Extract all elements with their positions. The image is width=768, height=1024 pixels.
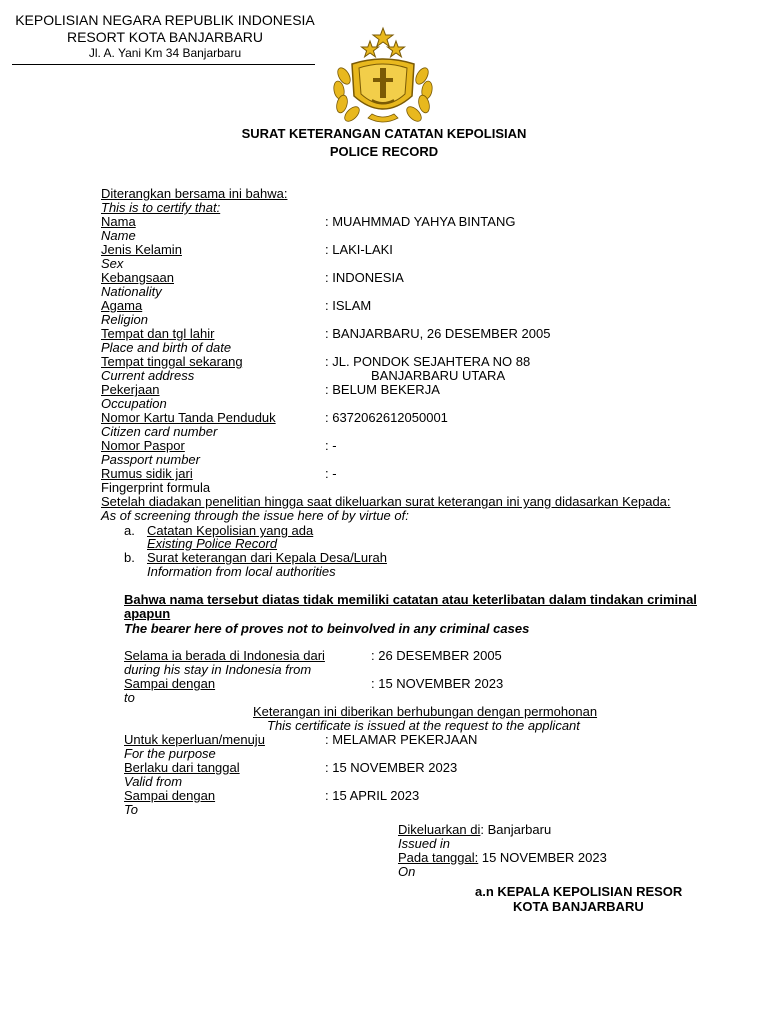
field-birth-label: Tempat dan tgl lahir xyxy=(101,326,215,341)
screening-item-a-en: Existing Police Record xyxy=(147,536,278,551)
document-subtitle: POLICE RECORD xyxy=(329,144,439,159)
field-sex-label: Jenis Kelamin xyxy=(101,242,182,257)
field-nationality-label: Kebangsaan xyxy=(101,270,175,285)
header-divider xyxy=(12,64,315,65)
intro-id: Diterangkan bersama ini bahwa: xyxy=(101,186,288,201)
field-id-card-value: : 6372062612050001 xyxy=(325,410,448,425)
field-birth-value: : BANJARBARU, 26 DESEMBER 2005 xyxy=(325,326,551,341)
field-address-value: : JL. PONDOK SEJAHTERA NO 88 xyxy=(325,354,531,369)
issued-place xyxy=(398,823,551,837)
field-sex-label-en: Sex xyxy=(101,256,124,271)
field-occupation-value: : BELUM BEKERJA xyxy=(325,382,440,397)
field-id-card-label: Nomor Kartu Tanda Penduduk xyxy=(101,410,276,425)
valid-from-label: Berlaku dari tanggal xyxy=(124,760,240,775)
request-id: Keterangan ini diberikan berhubungan dengan permohonan xyxy=(253,704,598,719)
field-name-value: : MUAHMMAD YAHYA BINTANG xyxy=(325,214,516,229)
valid-to-label-en: To xyxy=(124,802,138,817)
field-passport-label-en: Passport number xyxy=(101,452,200,467)
valid-to-value: : 15 APRIL 2023 xyxy=(325,788,420,803)
signature-line2: KOTA BANJARBARU xyxy=(513,899,644,914)
field-address-label-en: Current address xyxy=(101,368,195,383)
field-occupation-label: Pekerjaan xyxy=(101,382,160,397)
purpose-value: : MELAMAR PEKERJAAN xyxy=(325,732,478,747)
field-name-label-en: Name xyxy=(101,228,136,243)
field-nationality-label-en: Nationality xyxy=(101,284,162,299)
issued-date xyxy=(398,851,607,865)
screening-item-a-id: Catatan Kepolisian yang ada xyxy=(147,523,314,538)
field-fingerprint-label: Rumus sidik jari xyxy=(101,466,193,481)
request-en: This certificate is issued at the request to the applicant xyxy=(267,718,580,733)
screening-item-b-id: Surat keterangan dari Kepala Desa/Lurah xyxy=(147,550,387,565)
issued-place-value: : Banjarbaru xyxy=(480,822,552,837)
screening-item-b-en: Information from local authorities xyxy=(147,564,336,579)
field-religion-label: Agama xyxy=(101,298,143,313)
stay-from-value: : 26 DESEMBER 2005 xyxy=(371,648,502,663)
document-title: SURAT KETERANGAN CATATAN KEPOLISIAN xyxy=(241,126,527,141)
field-fingerprint-label-en: Fingerprint formula xyxy=(101,480,211,495)
field-id-card-label-en: Citizen card number xyxy=(101,424,218,439)
stay-to-value: : 15 NOVEMBER 2023 xyxy=(371,676,504,691)
issued-date-en: On xyxy=(398,864,416,879)
field-nationality-value: : INDONESIA xyxy=(325,270,404,285)
field-passport-label: Nomor Paspor xyxy=(101,438,185,453)
stay-from-label-en: during his stay in Indonesia from xyxy=(124,662,312,677)
stay-from-label: Selama ia berada di Indonesia dari xyxy=(124,648,325,663)
agency-branch: RESORT KOTA BANJARBARU xyxy=(66,29,264,45)
field-birth-label-en: Place and birth of date xyxy=(101,340,232,355)
signature-line1: a.n KEPALA KEPOLISIAN RESOR xyxy=(475,884,683,899)
issued-date-label: Pada tanggal: xyxy=(398,850,479,865)
screening-item-b-letter: b. xyxy=(124,550,135,565)
statement-id-line2: apapun xyxy=(124,606,171,621)
statement-id-line1: Bahwa nama tersebut diatas tidak memiliki catatan atau keterlibatan dalam tindakan criminal xyxy=(124,592,697,607)
field-name-label: Nama xyxy=(101,214,136,229)
screening-id: Setelah diadakan penelitian hingga saat dikeluarkan surat keterangan ini yang didasarkan Kepada: xyxy=(101,494,671,509)
field-address-label: Tempat tinggal sekarang xyxy=(101,354,243,369)
stay-to-label-en: to xyxy=(124,690,135,705)
purpose-label: Untuk keperluan/menuju xyxy=(124,732,265,747)
stay-to-label: Sampai dengan xyxy=(124,676,216,691)
purpose-label-en: For the purpose xyxy=(124,746,216,761)
field-sex-value: : LAKI-LAKI xyxy=(325,242,393,257)
screening-en: As of screening through the issue here of by virtue of: xyxy=(101,508,409,523)
issued-place-label: Dikeluarkan di xyxy=(398,822,481,837)
screening-item-a-letter: a. xyxy=(124,523,135,538)
statement-en: The bearer here of proves not to beinvolved in any criminal cases xyxy=(124,621,530,636)
valid-from-value: : 15 NOVEMBER 2023 xyxy=(325,760,458,775)
valid-to-label: Sampai dengan xyxy=(124,788,216,803)
agency-name: KEPOLISIAN NEGARA REPUBLIK INDONESIA xyxy=(15,12,315,28)
intro-en: This is to certify that: xyxy=(101,200,221,215)
field-religion-label-en: Religion xyxy=(101,312,148,327)
police-emblem-icon xyxy=(328,26,438,126)
agency-address: Jl. A. Yani Km 34 Banjarbaru xyxy=(88,46,242,60)
field-occupation-label-en: Occupation xyxy=(101,396,167,411)
field-religion-value: : ISLAM xyxy=(325,298,372,313)
field-fingerprint-value: : - xyxy=(325,466,337,481)
field-address-value-line2: BANJARBARU UTARA xyxy=(371,368,506,383)
valid-from-label-en: Valid from xyxy=(124,774,183,789)
issued-date-value: 15 NOVEMBER 2023 xyxy=(478,850,607,865)
field-passport-value: : - xyxy=(325,438,337,453)
issued-place-en: Issued in xyxy=(398,836,451,851)
